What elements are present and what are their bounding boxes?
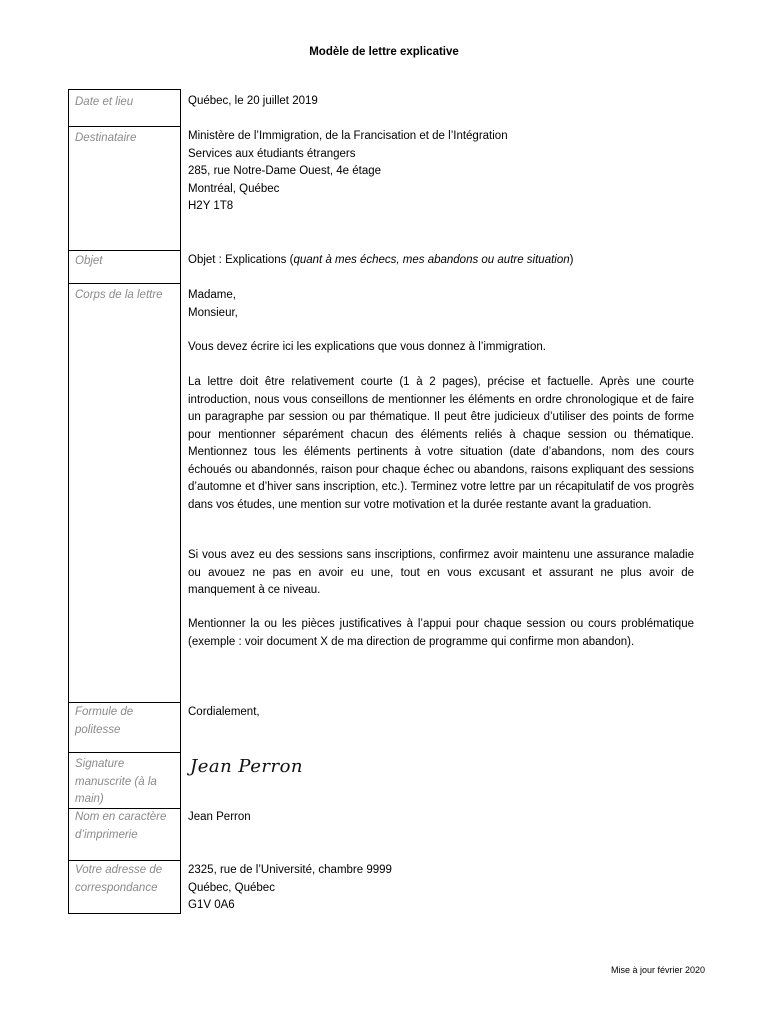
row-divider bbox=[69, 860, 180, 861]
salutation: Madame, bbox=[188, 289, 236, 301]
label-body: Corps de la lettre bbox=[75, 289, 163, 301]
printed-name-block bbox=[188, 809, 694, 827]
label-signature: Signature manuscrite (à la main) bbox=[75, 758, 157, 805]
closing-block bbox=[188, 704, 694, 722]
row-divider bbox=[69, 250, 180, 251]
body-paragraph bbox=[188, 339, 694, 357]
subject-prefix: Objet : Explications bbox=[188, 254, 287, 266]
body-paragraph-text: La lettre doit être relativement courte (1 à 2 pages), précise et factuelle. Après une courte introduction, nous vous conseillons de mentionner les éléments en ordre chronologique et de faire un paragraphe par session ou par thématique. Il peut être judicieux d’utiliser des points de forme pour mentionner séparément chacun des éléments reliés à chaque session ou thématique. Mentionnez tous les éléments pertinents à votre situation (date d’abandons, nom des cours échoués ou abandonnés, raison pour chaque échec ou abandons, raisons expliquant des sessions d’automne et d’hiver sans inscription, etc.). Terminez votre lettre par un récapitulatif de vos progrès dans vos études, une mention sur votre motivation et la durée restante avant la graduation. bbox=[188, 376, 694, 511]
address-line: 2325, rue de l’Université, chambre 9999 bbox=[188, 864, 392, 876]
date-text: Québec, le 20 juillet 2019 bbox=[188, 95, 318, 107]
label-address: Votre adresse de correspondance bbox=[75, 864, 163, 894]
footer-update-date: Mise à jour février 2020 bbox=[610, 965, 705, 975]
letter-body bbox=[188, 287, 694, 322]
recipient-block bbox=[188, 128, 694, 216]
recipient-line: Services aux étudiants étrangers bbox=[188, 147, 356, 160]
salutation: Monsieur, bbox=[188, 306, 238, 319]
body-paragraph-text: Mentionner la ou les pièces justificatives à l’appui pour chaque session ou cours problématique (exemple : voir document X de ma direction de programme qui confirme mon abandon). bbox=[188, 618, 694, 648]
body-paragraph bbox=[188, 374, 694, 514]
address-block bbox=[188, 862, 694, 915]
label-date: Date et lieu bbox=[75, 96, 134, 108]
row-divider bbox=[69, 126, 180, 127]
label-closing: Formule de politesse bbox=[75, 706, 134, 736]
row-divider bbox=[69, 752, 180, 753]
row-divider bbox=[69, 702, 180, 703]
recipient-line: H2Y 1T8 bbox=[188, 200, 234, 212]
label-column bbox=[68, 89, 181, 914]
page-title: Modèle de lettre explicative bbox=[309, 46, 459, 58]
recipient-line: 285, rue Notre-Dame Ouest, 4e étage bbox=[188, 165, 382, 177]
recipient-line: Montréal, Québec bbox=[188, 182, 280, 195]
closing-text: Cordialement, bbox=[188, 706, 260, 718]
body-paragraph bbox=[188, 547, 694, 600]
label-recipient: Destinataire bbox=[75, 132, 137, 144]
label-subject: Objet bbox=[75, 255, 103, 267]
body-paragraph bbox=[188, 616, 694, 651]
body-paragraph-text: Si vous avez eu des sessions sans inscriptions, confirmez avoir maintenu une assurance maladie ou avouez ne pas en avoir eu une, tout en vous excusant et assurant ne plus avoir de manquement à ce niveau. bbox=[188, 549, 694, 596]
row-divider bbox=[69, 283, 180, 284]
subject-line: Objet : Explications (quant à mes échecs, mes abandons ou autre situation) bbox=[188, 254, 574, 266]
recipient-line: Ministère de l’Immigration, de la Francisation et de l’Intégration bbox=[188, 130, 508, 142]
body-paragraph-text: Vous devez écrire ici les explications que vous donnez à l’immigration. bbox=[188, 341, 546, 353]
label-printed-name: Nom en caractère d’imprimerie bbox=[75, 811, 167, 841]
address-line: Québec, Québec bbox=[188, 881, 275, 894]
handwritten-signature: Jean Perron bbox=[190, 756, 304, 777]
subject-detail: quant à mes échecs, mes abandons ou autre situation bbox=[293, 254, 570, 266]
letter-date bbox=[188, 93, 694, 111]
address-line: G1V 0A6 bbox=[188, 899, 235, 911]
printed-name: Jean Perron bbox=[188, 811, 251, 823]
